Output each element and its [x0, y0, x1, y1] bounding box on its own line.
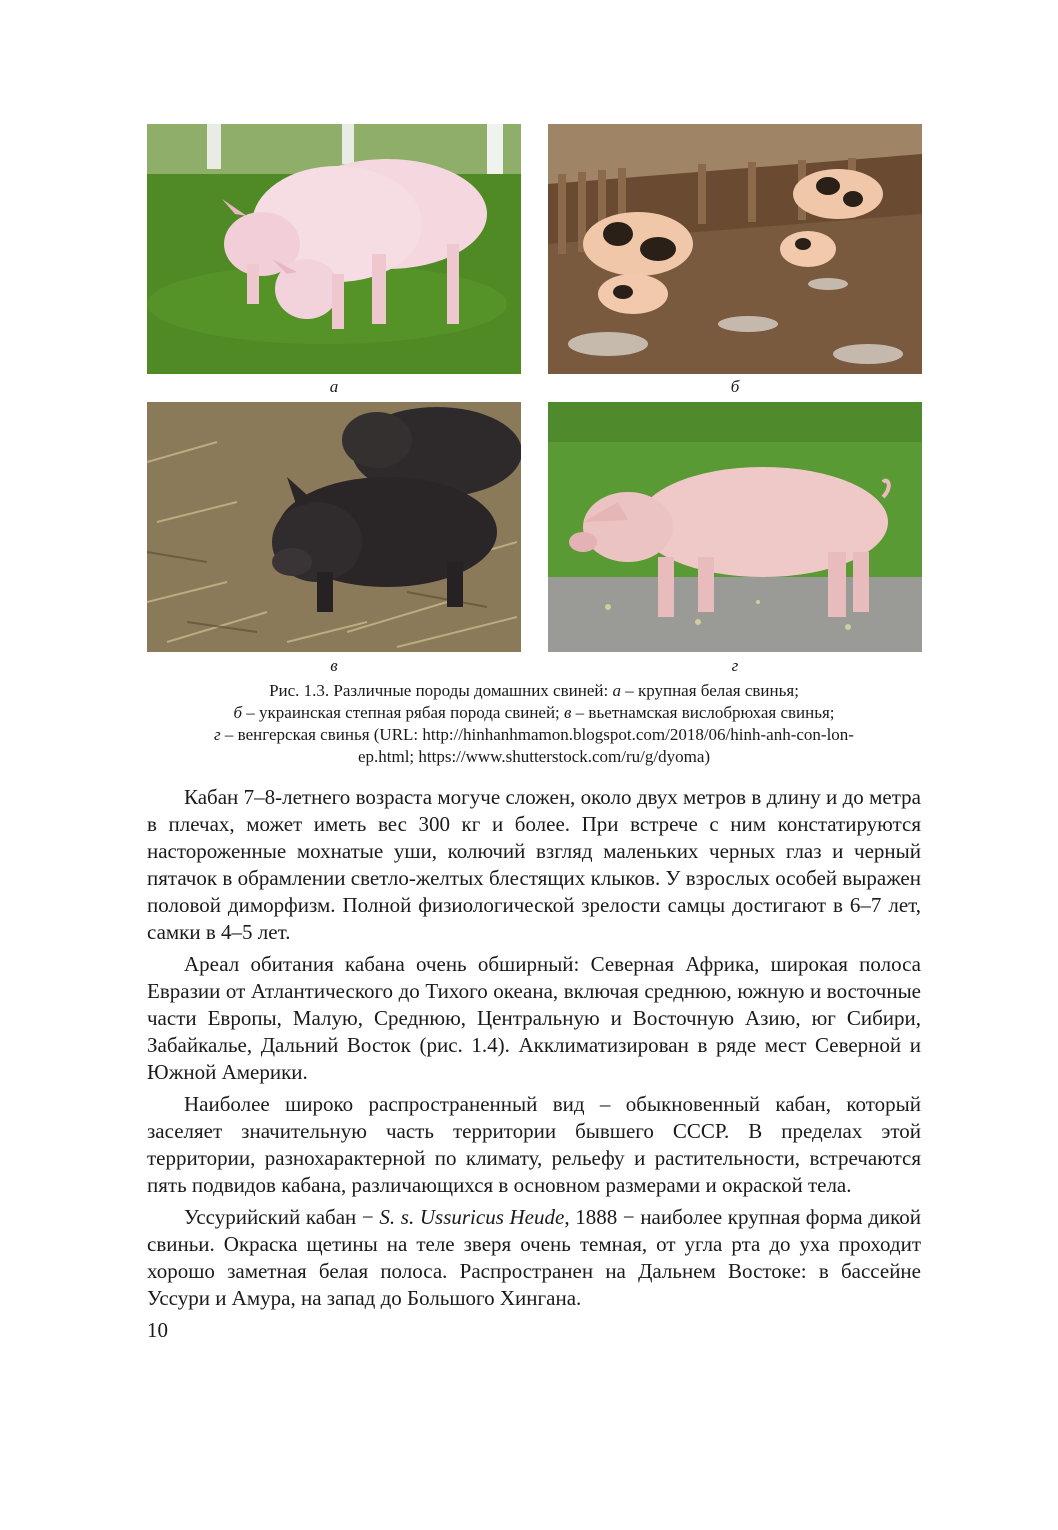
paragraph-4: Уссурийский кабан − S. s. Ussuricus Heude, 1888 − наиболее крупная форма дикой свиньи. Окраска щетины на теле зверя очень темная, от угла рта до уха проходит хорошо заметная белая полоса. Распространен на Дальнем Востоке: в бассейне Уссури и Амура, на запад до Большого Хингана.	[147, 1205, 921, 1310]
photo-hungarian-pig	[548, 402, 922, 652]
caption-line-1: Рис. 1.3. Различные породы домашних свиней: а – крупная белая свинья;	[269, 681, 799, 700]
image-label-v: в	[330, 656, 338, 675]
figure-caption	[147, 680, 921, 768]
spotted-pigs-photo-icon	[548, 124, 922, 374]
black-potbellied-piglets-photo-icon	[147, 402, 521, 652]
large-white-pig-photo-icon	[147, 124, 521, 374]
image-label-a: а	[329, 377, 339, 396]
photo-large-white-pig	[147, 124, 521, 374]
species-name: S. s. Ussuricus Heude	[379, 1205, 565, 1229]
image-label-g: г	[731, 656, 739, 675]
body-text	[147, 784, 921, 1312]
paragraph-3: Наиболее широко распространенный вид – обыкновенный кабан, который заселяет значительную часть территории бывшего СССР. В пределах этой территории, разнохарактерной по климату, рельефу и растительности, встречаются пять подвидов кабана, различающихся в основном размерами и окраской тела.	[147, 1092, 921, 1197]
caption-line-3: г – венгерская свинья (URL: http://hinhanhmamon.blogspot.com/2018/06/hinh-anh-con-lon-	[214, 725, 854, 744]
image-label-b: б	[730, 377, 740, 396]
hungarian-pig-photo-icon	[548, 402, 922, 652]
caption-line-4: ep.html; https://www.shutterstock.com/ru/g/dyoma)	[357, 747, 711, 766]
caption-line-2: б – украинская степная рябая порода свиней; в – вьетнамская вислобрюхая свинья;	[233, 703, 835, 722]
photo-spotted-pigs	[548, 124, 922, 374]
paragraph-1: Кабан 7–8-летнего возраста могуче сложен, около двух метров в длину и до метра в плечах, может иметь вес 300 кг и более. При встрече с ним констатируются настороженные мохнатые уши, колючий взгляд маленьких черных глаз и черный пятачок в обрамлении светло-желтых блестящих клыков. У взрослых особей выражен половой диморфизм. Полной физиологической зрелости самцы достигают в 6–7 лет, самки в 4–5 лет.	[147, 785, 921, 944]
photo-black-piglets	[147, 402, 521, 652]
page-number: 10	[147, 1318, 168, 1342]
paragraph-2: Ареал обитания кабана очень обширный: Северная Африка, широкая полоса Евразии от Атлантического до Тихого океана, включая среднюю, южную и восточные части Европы, Малую, Среднюю, Центральную и Восточную Азию, юг Сибири, Забайкалье, Дальний Восток (рис. 1.4). Акклиматизирован в ряде мест Северной и Южной Америки.	[147, 952, 921, 1084]
